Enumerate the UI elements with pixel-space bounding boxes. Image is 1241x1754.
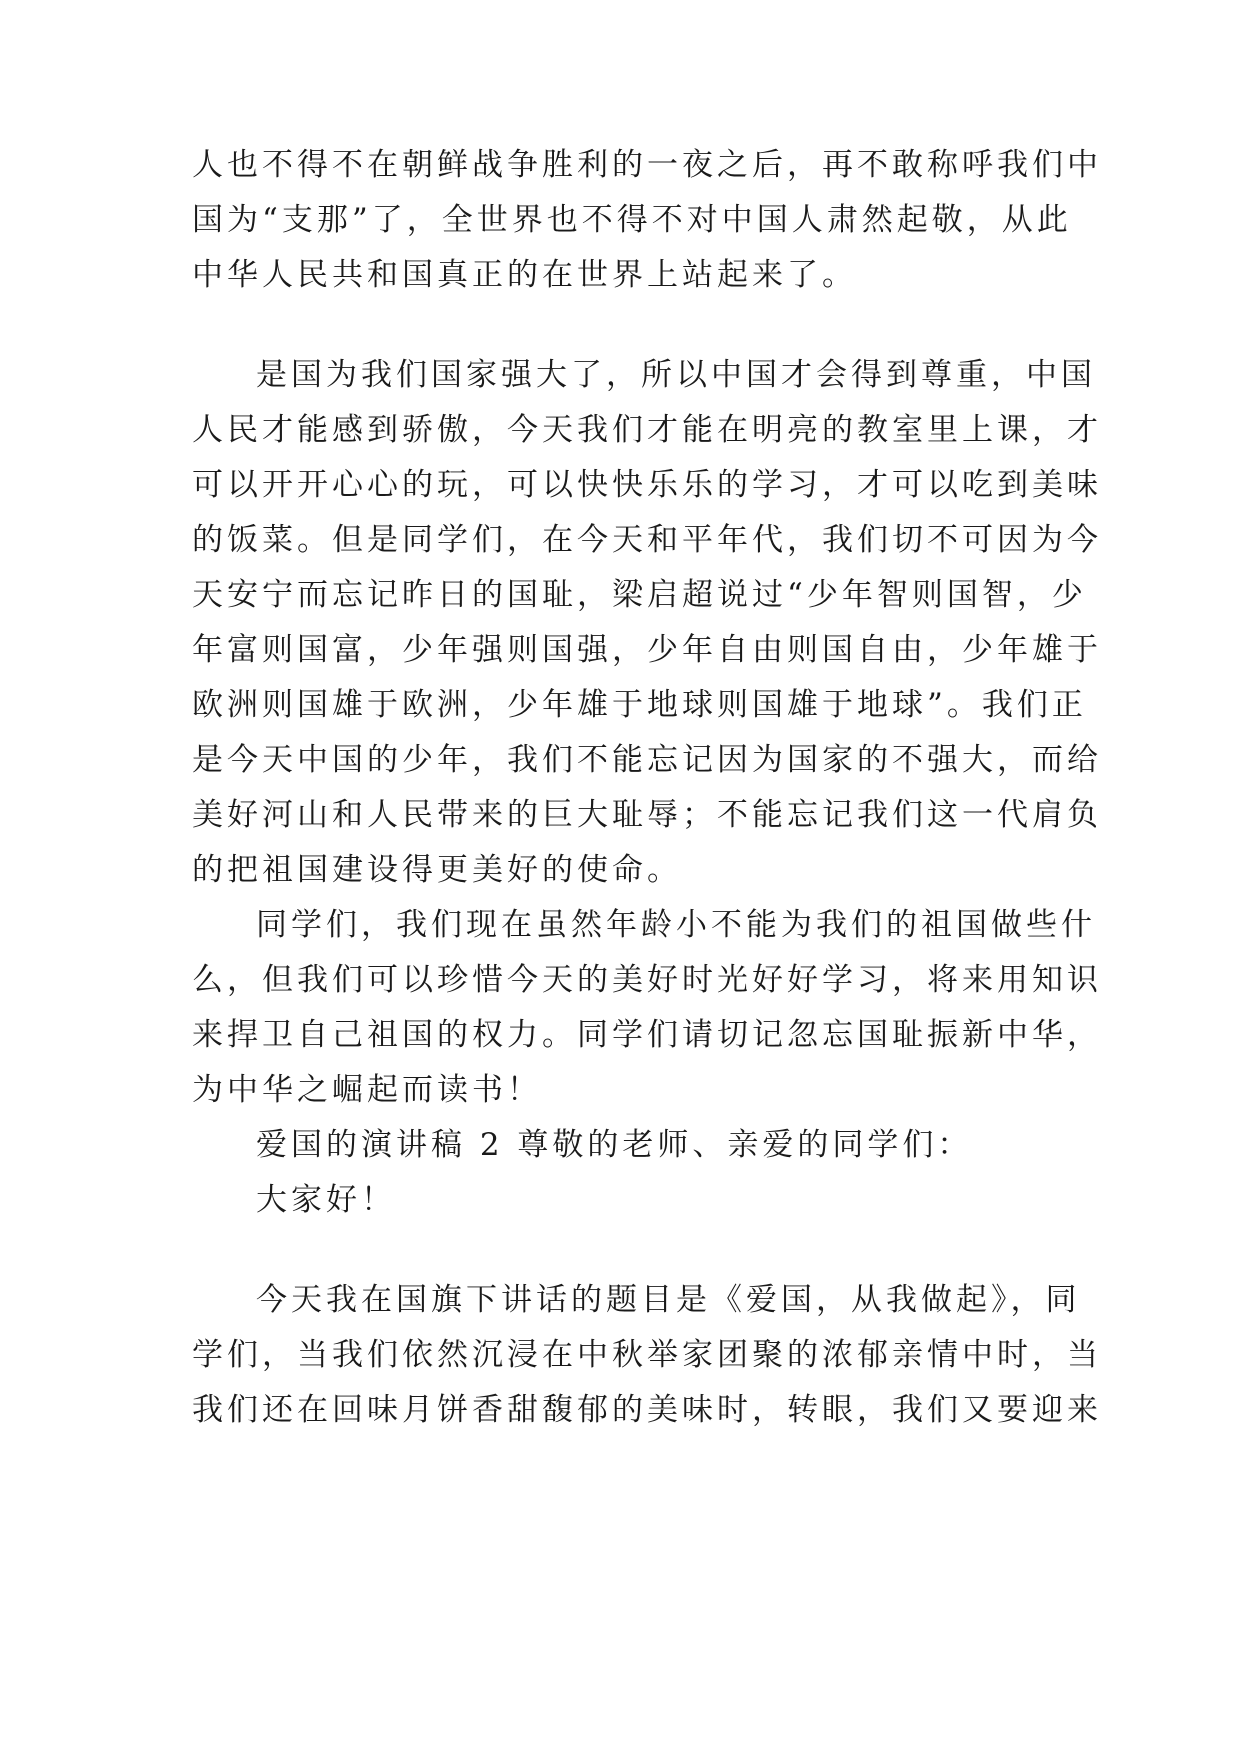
paragraph-line: 天安宁而忘记昨日的国耻，梁启超说过“少年智则国智，少 — [192, 577, 1087, 613]
greeting-line: 大家好！ — [256, 1182, 396, 1218]
paragraph-line: 的把祖国建设得更美好的使命。 — [192, 852, 682, 888]
paragraph-line: 是国为我们国家强大了，所以中国才会得到尊重，中国 — [256, 357, 1096, 393]
paragraph-line: 欧洲则国雄于欧洲，少年雄于地球则国雄于地球”。我们正 — [192, 687, 1087, 723]
paragraph-line: 同学们，我们现在虽然年龄小不能为我们的祖国做些什 — [256, 907, 1096, 943]
paragraph-line: 的饭菜。但是同学们，在今天和平年代，我们切不可因为今 — [192, 522, 1102, 558]
paragraph-line: 我们还在回味月饼香甜馥郁的美味时，转眼，我们又要迎来 — [192, 1392, 1102, 1428]
paragraph-line: 学们，当我们依然沉浸在中秋举家团聚的浓郁亲情中时，当 — [192, 1337, 1102, 1373]
paragraph-line: 可以开开心心的玩，可以快快乐乐的学习，才可以吃到美味 — [192, 467, 1102, 503]
paragraph-line: 人也不得不在朝鲜战争胜利的一夜之后，再不敢称呼我们中 — [192, 147, 1102, 183]
paragraph-line: 中华人民共和国真正的在世界上站起来了。 — [192, 257, 857, 293]
section-heading-line: 爱国的演讲稿 2 尊敬的老师、亲爱的同学们： — [256, 1127, 973, 1163]
paragraph-line: 人民才能感到骄傲，今天我们才能在明亮的教室里上课，才 — [192, 412, 1102, 448]
paragraph-line: 国为“支那”了，全世界也不得不对中国人肃然起敬，从此 — [192, 202, 1072, 238]
paragraph-line: 么，但我们可以珍惜今天的美好时光好好学习，将来用知识 — [192, 962, 1102, 998]
paragraph-line: 年富则国富，少年强则国强，少年自由则国自由，少年雄于 — [192, 632, 1102, 668]
paragraph-line: 美好河山和人民带来的巨大耻辱；不能忘记我们这一代肩负 — [192, 797, 1102, 833]
paragraph-line: 是今天中国的少年，我们不能忘记因为国家的不强大，而给 — [192, 742, 1102, 778]
paragraph-line: 今天我在国旗下讲话的题目是《爱国，从我做起》，同 — [256, 1282, 1081, 1318]
paragraph-line: 来捍卫自己祖国的权力。同学们请切记忽忘国耻振新中华， — [192, 1017, 1102, 1053]
paragraph-line: 为中华之崛起而读书！ — [192, 1072, 542, 1108]
